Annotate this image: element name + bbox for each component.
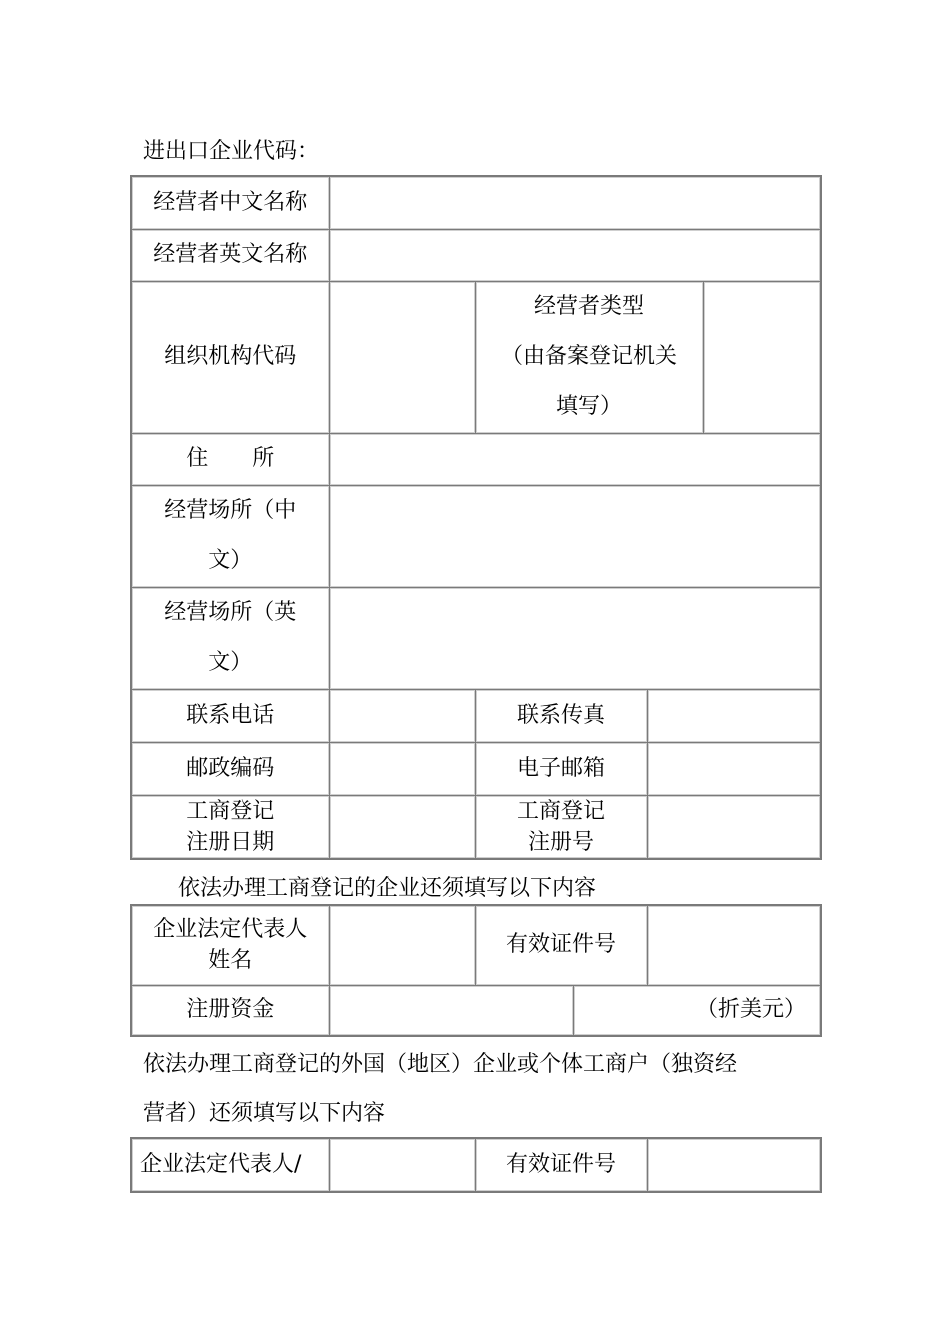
capital-field[interactable] bbox=[329, 985, 573, 1036]
operator-type-field[interactable] bbox=[703, 281, 821, 433]
id-number-field[interactable] bbox=[647, 905, 821, 985]
phone-label: 联系电话 bbox=[131, 689, 329, 742]
place-en-label bbox=[131, 587, 329, 689]
org-code-field[interactable] bbox=[329, 281, 475, 433]
reg-no-field[interactable] bbox=[647, 795, 821, 859]
fax-field[interactable] bbox=[647, 689, 821, 742]
section3-heading-line2: 营者）还须填写以下内容 bbox=[143, 1101, 386, 1126]
id-number-label-2: 有效证件号 bbox=[475, 1138, 647, 1192]
legal-rep-label-2: 企业法定代表人/ bbox=[131, 1138, 329, 1192]
place-cn-label bbox=[131, 485, 329, 587]
operator-type-label bbox=[475, 281, 703, 433]
reg-date-field[interactable] bbox=[329, 795, 475, 859]
reg-no-label bbox=[475, 795, 647, 859]
place-en-line1: 经营场所（英 bbox=[164, 600, 297, 625]
fax-label: 联系传真 bbox=[475, 689, 647, 742]
place-cn-field[interactable] bbox=[329, 485, 821, 587]
enterprise-info-table bbox=[130, 904, 822, 1037]
phone-field[interactable] bbox=[329, 689, 475, 742]
legal-rep-field-2[interactable] bbox=[329, 1138, 475, 1192]
email-field[interactable] bbox=[647, 742, 821, 795]
import-export-code-label: 进出口企业代码： bbox=[143, 139, 320, 164]
id-number-label: 有效证件号 bbox=[475, 905, 647, 985]
reg-no-line1: 工商登记 bbox=[516, 798, 605, 824]
reg-date-label bbox=[131, 795, 329, 859]
reg-date-line1: 工商登记 bbox=[186, 798, 275, 824]
foreign-enterprise-table bbox=[130, 1137, 822, 1193]
reg-no-line2: 注册号 bbox=[527, 829, 594, 855]
address-label: 住所 bbox=[186, 446, 319, 472]
section3-heading-line1: 依法办理工商登记的外国（地区）企业或个体工商户（独资经 bbox=[143, 1052, 738, 1077]
operator-type-line2: （由备案登记机关 bbox=[500, 344, 677, 369]
operator-type-line1: 经营者类型 bbox=[533, 294, 644, 319]
address-field[interactable] bbox=[329, 433, 821, 485]
place-en-field[interactable] bbox=[329, 587, 821, 689]
cn-name-label: 经营者中文名称 bbox=[131, 176, 329, 229]
id-number-field-2[interactable] bbox=[647, 1138, 821, 1192]
legal-rep-label bbox=[131, 905, 329, 985]
en-name-field[interactable] bbox=[329, 229, 821, 281]
place-cn-line2: 文） bbox=[208, 548, 253, 573]
reg-date-line2: 注册日期 bbox=[186, 829, 275, 855]
place-cn-line1: 经营场所（中 bbox=[164, 498, 297, 523]
legal-rep-line1: 企业法定代表人 bbox=[153, 917, 308, 943]
address-label-cell bbox=[131, 433, 329, 485]
en-name-label: 经营者英文名称 bbox=[131, 229, 329, 281]
place-en-line2: 文） bbox=[208, 650, 253, 675]
legal-rep-line2: 姓名 bbox=[208, 948, 253, 974]
postcode-field[interactable] bbox=[329, 742, 475, 795]
capital-unit: （折美元） bbox=[573, 985, 821, 1036]
operator-info-table bbox=[130, 175, 822, 860]
org-code-label: 组织机构代码 bbox=[131, 281, 329, 433]
capital-label: 注册资金 bbox=[131, 985, 329, 1036]
email-label: 电子邮箱 bbox=[475, 742, 647, 795]
section2-heading: 依法办理工商登记的企业还须填写以下内容 bbox=[178, 876, 597, 901]
legal-rep-field[interactable] bbox=[329, 905, 475, 985]
cn-name-field[interactable] bbox=[329, 176, 821, 229]
operator-type-line3: 填写） bbox=[555, 394, 622, 419]
postcode-label: 邮政编码 bbox=[131, 742, 329, 795]
